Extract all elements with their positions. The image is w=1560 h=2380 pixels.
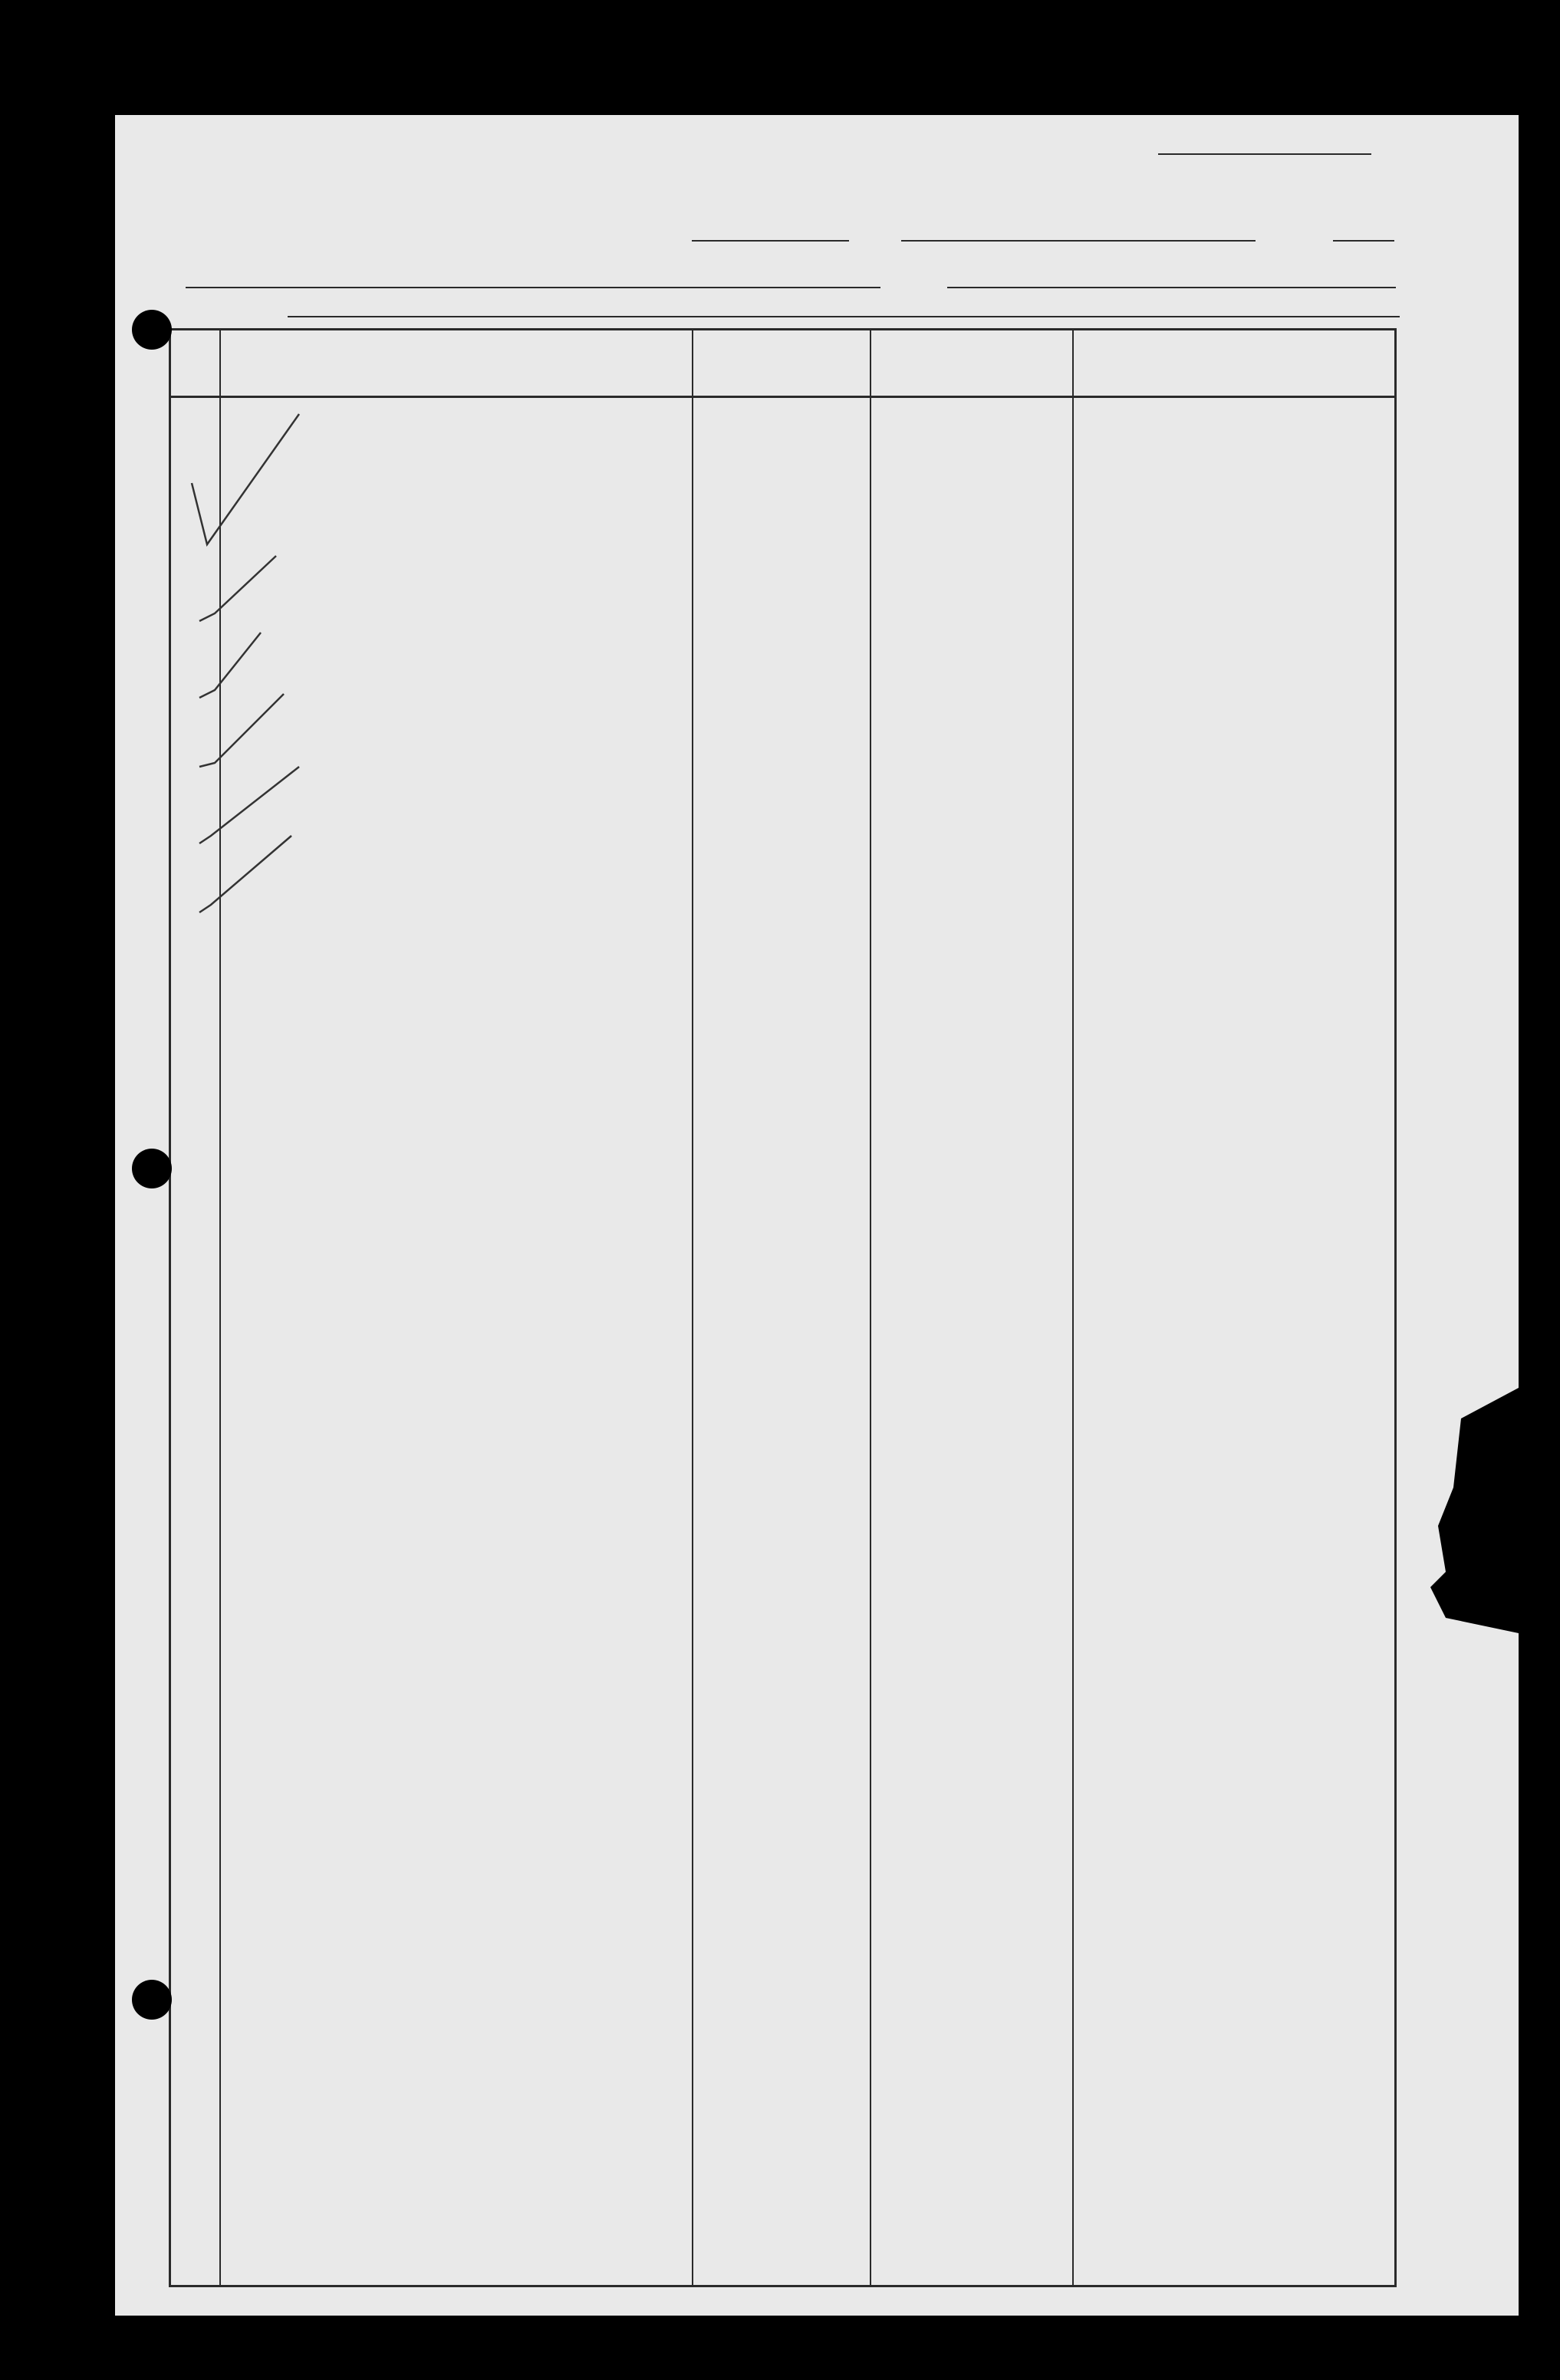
table-right-border [1394,328,1397,2287]
checkmarks-icon [176,368,406,966]
col-divider-passport [870,328,871,2287]
agents-line [288,316,1400,317]
list-number-line [1158,153,1371,155]
from-line [901,240,1256,242]
punch-hole-icon [132,1980,172,2020]
col-divider-baggage [1072,328,1074,2287]
table-top-border [169,328,1396,330]
vessel-line [186,287,880,288]
manifest-sheet [115,115,1519,2316]
punch-hole-icon [132,1149,172,1188]
table-bottom-border [169,2285,1396,2287]
torn-edge-icon [1430,1388,1519,1633]
punch-hole-icon [132,310,172,350]
year-line [1333,240,1394,242]
class-line [692,240,849,242]
arrival-line [947,287,1396,288]
col-divider-name [692,328,693,2287]
